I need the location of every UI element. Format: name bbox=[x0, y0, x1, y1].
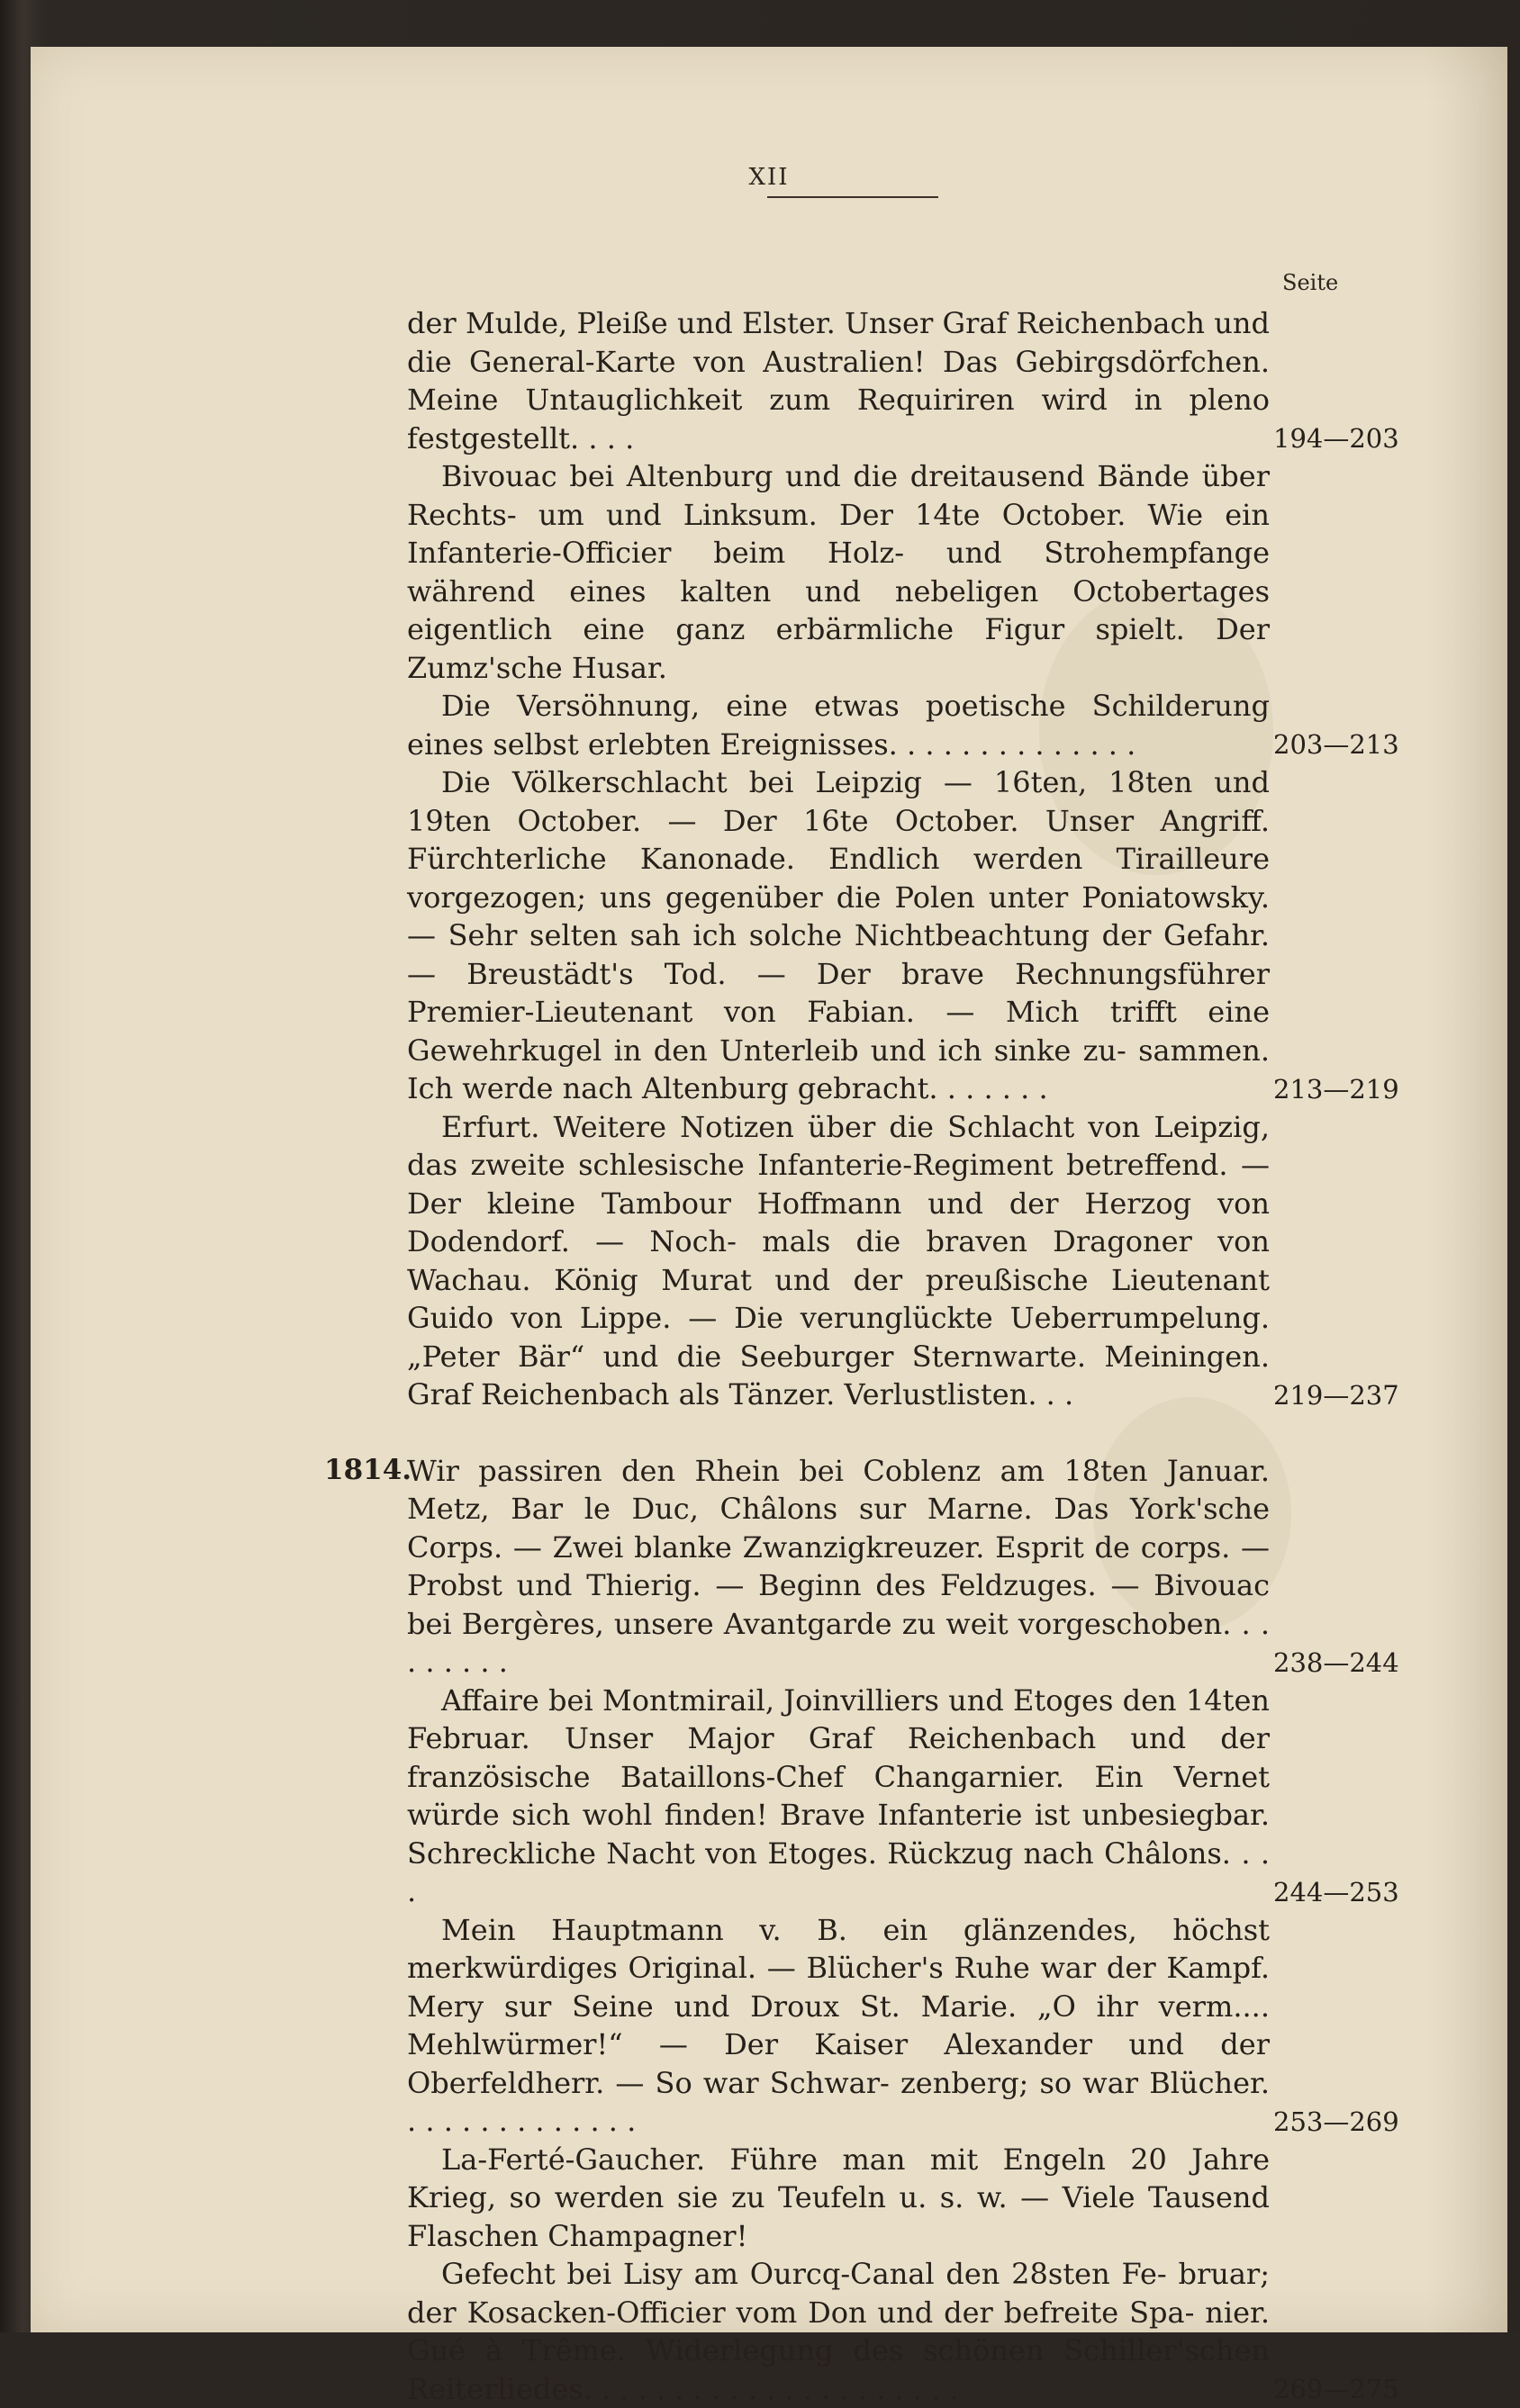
entry-pages: 219—237 bbox=[1273, 1379, 1399, 1411]
toc-entry bbox=[407, 457, 1270, 687]
entry-pages: 253—269 bbox=[1273, 2106, 1399, 2137]
entry-text: der Mulde, Pleiße und Elster. Unser Graf Reichenbach und die General-Karte von Australien! Das Gebirgsdörfchen. Meine Untauglichkeit zum Requiriren wird in pleno festgestellt. . . . bbox=[407, 306, 1270, 455]
entry-text: Affaire bei Montmirail, Joinvilliers und Etoges den 14ten Februar. Unser Major Graf Reichenbach und der französische Bataillons-Chef Changarnier. Ein Vernet würde sich wohl finden! Brave Infanterie ist unbesiegbar. Schreckliche Nacht von Etoges. Rückzug nach Châlons. . . . bbox=[407, 1682, 1270, 1908]
entry-pages: 269—275 bbox=[1273, 2374, 1399, 2404]
entry-text: Erfurt. Weitere Notizen über die Schlacht von Leipzig, das zweite schlesische Infanterie-Regiment betreffend. — Der kleine Tambour Hoffmann und der Herzog von Dodendorf. — Noch- mals die braven Dragoner von Wachau. König Murat und der preußische Lieutenant Guido von Lippe. — Die verunglückte Ueberrumpelung. „Peter Bär“ und die Seeburger Sternwarte. Meiningen. Graf Reichenbach als Tänzer. Verlustlisten. . . bbox=[407, 1109, 1270, 1411]
entry-text: Bivouac bei Altenburg und die dreitausend Bände über Rechts- um und Linksum. Der 14te October. Wie ein Infanterie-Officier beim Holz- und Strohempfange während eines kalten und nebeligen Octobertages eigentlich eine ganz erbärmliche Figur spielt. Der Zumz'sche Husar. bbox=[407, 459, 1270, 685]
entry-pages: 194—203 bbox=[1273, 423, 1399, 454]
entry-text: Gefecht bei Lisy am Ourcq-Canal den 28sten Fe- bruar; der Kosacken-Officier vom Don und der befreite Spa- nier. Gué à Trême. Widerlegung des schönen Schiller'schen Reiterliedes. . . . . . . . . . . . . . . . . . . . . bbox=[407, 2257, 1270, 2406]
toc-entry bbox=[407, 687, 1399, 763]
entry-text: Wir passiren den Rhein bei Coblenz am 18ten Januar. Metz, Bar le Duc, Châlons sur Marne. Das York'sche Corps. — Zwei blanke Zwanzigkreuzer. Esprit de corps. — Probst und Thierig. — Beginn des Feldzuges. — Bivouac bei Bergères, unsere Avantgarde zu weit vorgeschoben. . . . . . . . . bbox=[407, 1453, 1270, 1679]
toc-entry bbox=[407, 763, 1399, 1108]
toc-entry bbox=[324, 1452, 1399, 1682]
entry-text: Die Völkerschlacht bei Leipzig — 16ten, 18ten und 19ten October. — Der 16te October. Unser Angriff. Fürchterliche Kanonade. Endlich werden Tirailleure vorgezogen; uns gegenüber die Polen unter Poniatowsky. — Sehr selten sah ich solche Nichtbeachtung der Gefahr. — Breustädt's Tod. — Der brave Rechnungsführer Premier-Lieutenant von Fabian. — Mich trifft eine Gewehrkugel in den Unterleib und ich sinke zu- sammen. Ich werde nach Altenburg gebracht. . . . . . . bbox=[407, 765, 1270, 1105]
toc-entry bbox=[407, 2141, 1270, 2256]
toc-entry bbox=[407, 304, 1399, 457]
toc-entry bbox=[407, 1108, 1399, 1414]
toc-entry bbox=[407, 1682, 1399, 1911]
entry-pages: 238—244 bbox=[1273, 1646, 1399, 1678]
header-rule bbox=[767, 196, 938, 198]
entry-pages: 213—219 bbox=[1273, 1073, 1399, 1105]
book-page bbox=[31, 47, 1507, 2406]
page-column-header: Seite bbox=[1282, 270, 1339, 295]
entry-text: Die Versöhnung, eine etwas poetische Schilderung eines selbst erlebten Ereignisses. . . . . . . . . . . . . . bbox=[407, 689, 1270, 762]
entry-pages: 244—253 bbox=[1273, 1876, 1399, 1907]
page-number: XII bbox=[748, 164, 790, 191]
entry-text: Mein Hauptmann v. B. ein glänzendes, höchst merkwürdiges Original. — Blücher's Ruhe war der Kampf. Mery sur Seine und Droux St. Marie. „O ihr verm.... Mehlwürmer!“ — Der Kaiser Alexander und der Oberfeldherr. — So war Schwar- zenberg; so war Blücher. . . . . . . . . . . . . . bbox=[407, 1912, 1270, 2138]
table-of-contents bbox=[31, 304, 1507, 2408]
entry-text: La-Ferté-Gaucher. Führe man mit Engeln 20 Jahre Krieg, so werden sie zu Teufeln u. s. w. — Viele Tausend Flaschen Champagner! bbox=[407, 2142, 1270, 2253]
entry-year: 1814. bbox=[324, 1453, 412, 1486]
entry-pages: 203—213 bbox=[1273, 729, 1399, 760]
toc-entry bbox=[407, 1911, 1399, 2141]
toc-entry bbox=[407, 2255, 1399, 2408]
